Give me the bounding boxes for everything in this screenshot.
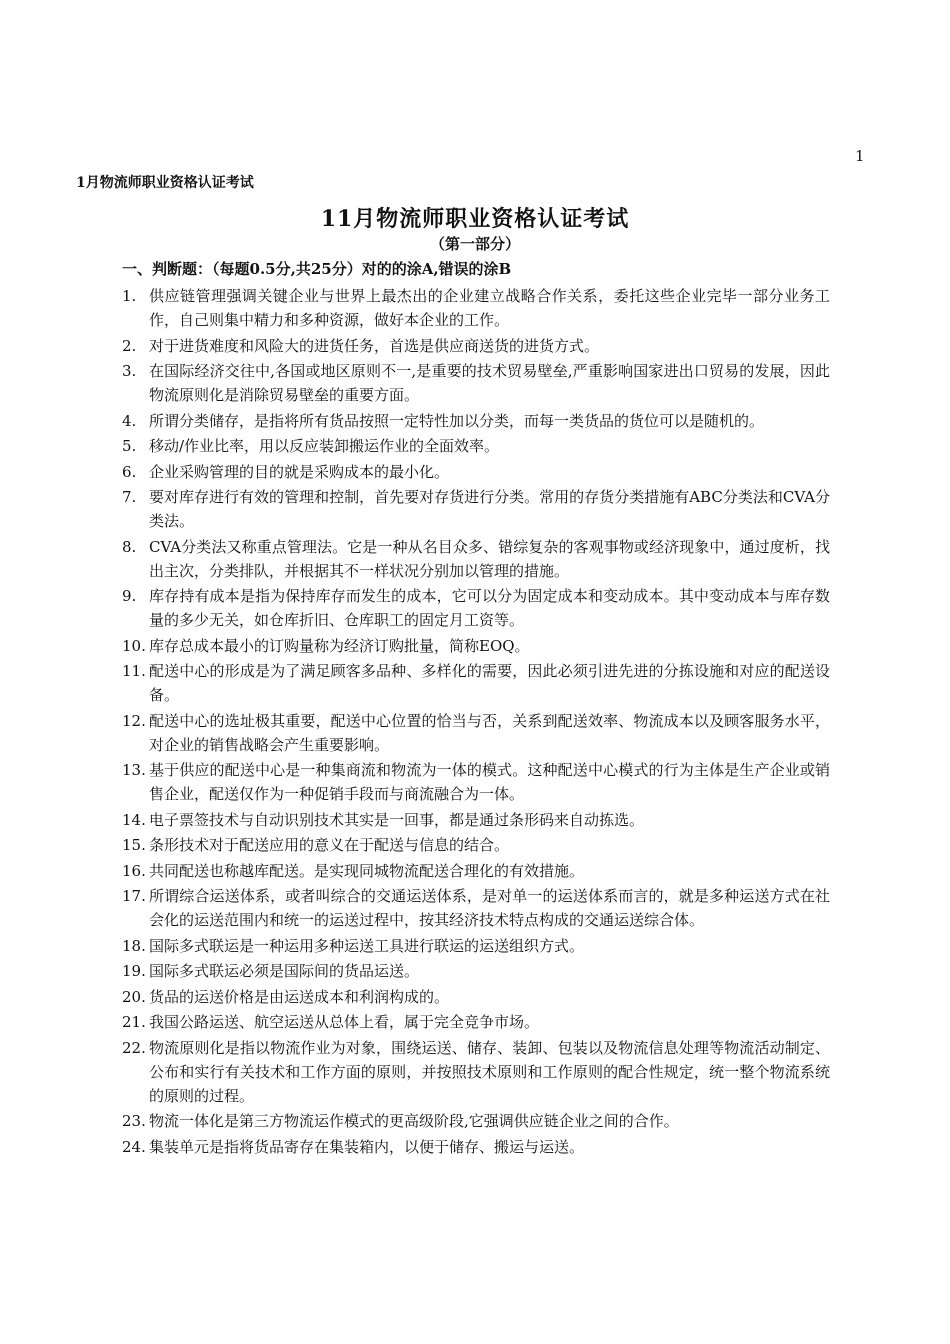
question-item	[122, 833, 830, 857]
question-text: 移动/作业比率，用以反应装卸搬运作业的全面效率。	[149, 437, 500, 455]
question-text: 共同配送也称越库配送。是实现同城物流配送合理化的有效措施。	[149, 861, 585, 880]
page-number: 1	[855, 147, 865, 165]
question-number: 23.	[122, 1112, 146, 1130]
question-text: 国际多式联运是一种运用多种运送工具进行联运的运送组织方式。	[149, 936, 585, 955]
question-item	[122, 1036, 830, 1108]
question-item	[122, 485, 830, 533]
question-number: 21.	[122, 1013, 146, 1031]
question-number: 12.	[122, 711, 146, 730]
question-text: CVA分类法又称重点管理法。它是一种从名目众多、错综复杂的客观事物或经济现象中，通过度析，找出主次，分类排队，并根据其不一样状况分别加以管理的措施。	[149, 537, 830, 580]
question-number: 6.	[122, 462, 137, 481]
question-text: 对于进货难度和风险大的进货任务，首选是供应商送货的进货方式。	[149, 336, 600, 355]
question-item	[122, 985, 830, 1009]
question-number: 19.	[122, 962, 146, 980]
question-text: 集装单元是指将货品寄存在集装箱内，以便于储存、搬运与运送。	[149, 1137, 585, 1156]
question-item	[122, 808, 830, 832]
question-number: 18.	[122, 936, 146, 955]
question-text: 国际多式联运必须是国际间的货品运送。	[149, 962, 420, 980]
question-text: 企业采购管理的目的就是采购成本的最小化。	[149, 462, 450, 481]
running-header: 1月物流师职业资格认证考试	[76, 175, 254, 191]
question-number: 8.	[122, 537, 137, 556]
question-number: 22.	[122, 1038, 146, 1057]
question-text: 物流一体化是第三方物流运作模式的更高级阶段,它强调供应链企业之间的合作。	[149, 1112, 679, 1130]
question-text: 所谓综合运送体系，或者叫综合的交通运送体系，是对单一的运送体系而言的，就是多种运送方式在社会化的运送范围内和统一的运送过程中，按其经济技术特点构成的交通运送综合体。	[149, 887, 830, 929]
question-item	[122, 934, 830, 958]
question-text: 库存持有成本是指为保持库存而发生的成本，它可以分为固定成本和变动成本。其中变动成本与库存数量的多少无关，如仓库折旧、仓库职工的固定月工资等。	[149, 587, 830, 629]
section-heading: 一、判断题：（每题0.5分,共25分）对的的涂A,错误的涂B	[122, 260, 512, 278]
question-number: 4.	[122, 411, 137, 430]
question-number: 20.	[122, 987, 146, 1006]
question-item	[122, 758, 830, 806]
question-text: 我国公路运送、航空运送从总体上看，属于完全竞争市场。	[149, 1013, 540, 1031]
question-item	[122, 859, 830, 883]
question-text: 所谓分类储存，是指将所有货品按照一定特性加以分类，而每一类货品的货位可以是随机的。	[149, 411, 765, 430]
question-text: 在国际经济交往中,各国或地区原则不一,是重要的技术贸易壁垒,严重影响国家进出口贸易的发展，因此物流原则化是消除贸易壁垒的重要方面。	[149, 362, 830, 404]
question-number: 3.	[122, 362, 137, 380]
question-number: 24.	[122, 1137, 146, 1156]
question-number: 1.	[122, 287, 137, 305]
question-text: 供应链管理强调关键企业与世界上最杰出的企业建立战略合作关系，委托这些企业完毕一部分业务工作，自己则集中精力和多种资源，做好本企业的工作。	[149, 287, 830, 329]
document-title: 11月物流师职业资格认证考试	[320, 206, 630, 232]
document-subtitle: （第一部分）	[429, 235, 520, 253]
question-number: 14.	[122, 810, 146, 829]
question-item	[122, 1109, 830, 1133]
question-number: 2.	[122, 336, 137, 355]
question-item	[122, 1135, 830, 1159]
question-item	[122, 709, 830, 757]
question-number: 10.	[122, 636, 146, 655]
question-text: 要对库存进行有效的管理和控制，首先要对存货进行分类。常用的存货分类措施有ABC分类法和CVA分类法。	[149, 488, 830, 530]
question-number: 17.	[122, 887, 146, 905]
question-item	[122, 535, 830, 583]
question-text: 电子票签技术与自动识别技术其实是一回事，都是通过条形码来自动拣选。	[149, 810, 645, 829]
question-text: 条形技术对于配送应用的意义在于配送与信息的结合。	[149, 836, 510, 854]
question-item	[122, 1010, 830, 1034]
question-text: 物流原则化是指以物流作业为对象，围绕运送、储存、装卸、包装以及物流信息处理等物流活动制定、公布和实行有关技术和工作方面的原则，并按照技术原则和工作原则的配合性规定，统一整个物流系统的原则的过程。	[149, 1038, 830, 1105]
question-item	[122, 409, 830, 433]
question-item	[122, 359, 830, 407]
question-item	[122, 659, 830, 707]
question-number: 11.	[122, 662, 146, 680]
question-text: 货品的运送价格是由运送成本和利润构成的。	[149, 987, 450, 1006]
question-item	[122, 584, 830, 632]
question-item	[122, 634, 830, 658]
question-text: 基于供应的配送中心是一种集商流和物流为一体的模式。这种配送中心模式的行为主体是生产企业或销售企业，配送仅作为一种促销手段而与商流融合为一体。	[149, 761, 830, 803]
question-item	[122, 460, 830, 484]
question-item	[122, 334, 830, 358]
question-list	[122, 284, 830, 1160]
question-number: 13.	[122, 761, 146, 779]
question-text: 配送中心的形成是为了满足顾客多品种、多样化的需要，因此必须引进先进的分拣设施和对应的配送设备。	[149, 662, 830, 704]
question-text: 配送中心的选址极其重要，配送中心位置的恰当与否，关系到配送效率、物流成本以及顾客服务水平，对企业的销售战略会产生重要影响。	[149, 711, 830, 754]
question-number: 9.	[122, 587, 137, 605]
question-number: 15.	[122, 836, 146, 854]
question-item	[122, 884, 830, 932]
question-number: 16.	[122, 861, 146, 880]
question-number: 5.	[122, 437, 137, 455]
question-item	[122, 959, 830, 983]
question-item	[122, 434, 830, 458]
question-number: 7.	[122, 488, 137, 506]
question-text: 库存总成本最小的订购量称为经济订购批量，简称EOQ。	[149, 636, 530, 655]
question-item	[122, 284, 830, 332]
